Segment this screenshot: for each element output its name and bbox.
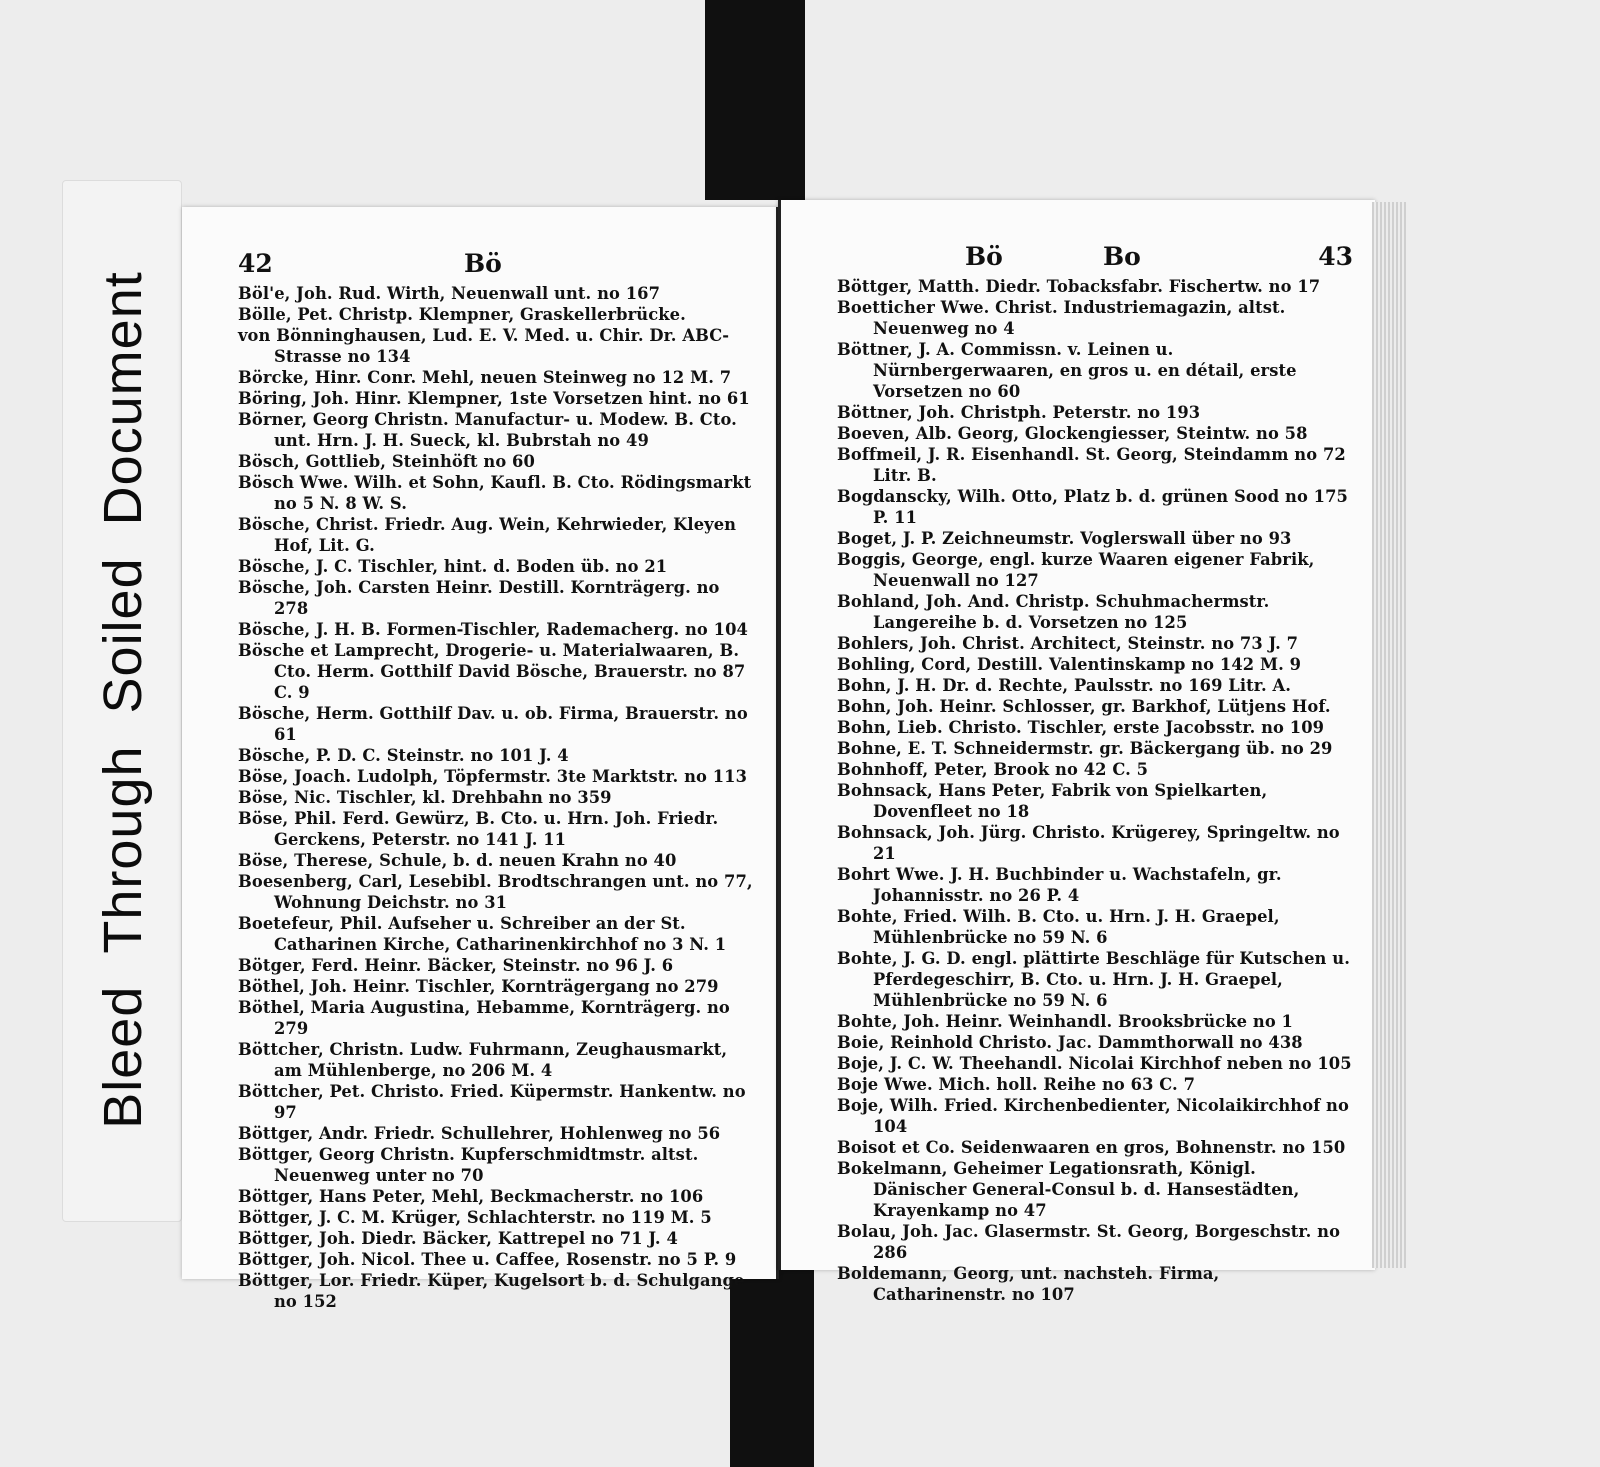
directory-entry: Bohlers, Joh. Christ. Architect, Steinstr. no 73 J. 7 xyxy=(837,634,1299,653)
directory-entry: Bösche, J. C. Tischler, hint. d. Boden üb. no 21 xyxy=(238,557,668,576)
directory-entry: Boesenberg, Carl, Lesebibl. Brodtschrangen unt. no 77, Wohnung Deichstr. no 31 xyxy=(238,872,753,912)
label-word-soiled: Soiled xyxy=(93,557,153,714)
directory-entry: Böring, Joh. Hinr. Klempner, 1ste Vorsetzen hint. no 61 xyxy=(238,389,750,408)
directory-entry: Bösche, J. H. B. Formen-Tischler, Rademacherg. no 104 xyxy=(238,620,748,639)
directory-entry: Bösche, Herm. Gotthilf Dav. u. ob. Firma, Brauerstr. no 61 xyxy=(238,704,748,744)
directory-entry: Böttcher, Christn. Ludw. Fuhrmann, Zeughausmarkt, am Mühlenberge, no 206 M. 4 xyxy=(238,1040,728,1080)
directory-entry: Böthel, Joh. Heinr. Tischler, Kornträgergang no 279 xyxy=(238,977,719,996)
directory-entry: Boffmeil, J. R. Eisenhandl. St. Georg, Steindamm no 72 Litr. B. xyxy=(837,445,1346,485)
directory-entry: Böttner, Joh. Christph. Peterstr. no 193 xyxy=(837,403,1201,422)
left-page-number: 42 xyxy=(238,249,273,278)
directory-entry: Bohn, Lieb. Christo. Tischler, erste Jacobsstr. no 109 xyxy=(837,718,1325,737)
directory-entry: Bölle, Pet. Christp. Klempner, Graskellerbrücke. xyxy=(238,305,686,324)
directory-entry: Boetticher Wwe. Christ. Industriemagazin, altst. Neuenweg no 4 xyxy=(837,298,1286,338)
directory-entry: Bösche, Christ. Friedr. Aug. Wein, Kehrwieder, Kleyen Hof, Lit. G. xyxy=(238,515,737,555)
directory-entry: Bösche, P. D. C. Steinstr. no 101 J. 4 xyxy=(238,746,569,765)
directory-entry: Böttcher, Pet. Christo. Fried. Küpermstr. Hankentw. no 97 xyxy=(238,1082,746,1122)
directory-entry: Boje Wwe. Mich. holl. Reihe no 63 C. 7 xyxy=(837,1075,1195,1094)
right-page xyxy=(778,200,1375,1304)
document-condition-label xyxy=(92,255,154,1145)
right-entry-list xyxy=(837,276,1355,1305)
directory-entry: Böthel, Maria Augustina, Hebamme, Kornträgerg. no 279 xyxy=(238,998,730,1038)
page-block-edge xyxy=(1372,202,1406,1268)
directory-entry: Bösche et Lamprecht, Drogerie- u. Materialwaaren, B. Cto. Herm. Gotthilf David Bösche, Brauerstr. no 87 C. 9 xyxy=(238,641,746,702)
directory-entry: Bolau, Joh. Jac. Glasermstr. St. Georg, Borgeschstr. no 286 xyxy=(837,1222,1341,1262)
directory-entry: Bösch Wwe. Wilh. et Sohn, Kaufl. B. Cto. Rödingsmarkt no 5 N. 8 W. S. xyxy=(238,473,752,513)
directory-entry: Bösch, Gottlieb, Steinhöft no 60 xyxy=(238,452,535,471)
directory-entry: Bohn, Joh. Heinr. Schlosser, gr. Barkhof, Lütjens Hof. xyxy=(837,697,1331,716)
directory-entry: Bohte, J. G. D. engl. plättirte Beschläge für Kutschen u. Pferdegeschirr, B. Cto. u. Hrn. J. H. Graepel, Mühlenbrücke no 59 N. 6 xyxy=(837,949,1350,1010)
directory-entry: Böttger, Lor. Friedr. Küper, Kugelsort b. d. Schulgange no 152 xyxy=(238,1271,745,1311)
directory-entry: Bohne, E. T. Schneidermstr. gr. Bäckergang üb. no 29 xyxy=(837,739,1333,758)
directory-entry: von Bönninghausen, Lud. E. V. Med. u. Chir. Dr. ABC-Strasse no 134 xyxy=(238,326,730,366)
right-running-head-right: Bo xyxy=(1103,242,1141,271)
directory-entry: Böse, Phil. Ferd. Gewürz, B. Cto. u. Hrn. Joh. Friedr. Gerckens, Peterstr. no 141 J. 11 xyxy=(238,809,719,849)
directory-entry: Boisot et Co. Seidenwaaren en gros, Bohnenstr. no 150 xyxy=(837,1138,1346,1157)
directory-entry: Börcke, Hinr. Conr. Mehl, neuen Steinweg no 12 M. 7 xyxy=(238,368,732,387)
left-page xyxy=(182,207,779,1311)
directory-entry: Böttger, Joh. Nicol. Thee u. Caffee, Rosenstr. no 5 P. 9 xyxy=(238,1250,737,1269)
directory-entry: Boeven, Alb. Georg, Glockengiesser, Steintw. no 58 xyxy=(837,424,1308,443)
directory-entry: Bötger, Ferd. Heinr. Bäcker, Steinstr. no 96 J. 6 xyxy=(238,956,674,975)
directory-entry: Böttger, Andr. Friedr. Schullehrer, Hohlenweg no 56 xyxy=(238,1124,721,1143)
label-word-document: Document xyxy=(93,271,153,526)
directory-entry: Böttger, J. C. M. Krüger, Schlachterstr. no 119 M. 5 xyxy=(238,1208,712,1227)
directory-entry: Boje, Wilh. Fried. Kirchenbedienter, Nicolaikirchhof no 104 xyxy=(837,1096,1349,1136)
directory-entry: Bohnsack, Hans Peter, Fabrik von Spielkarten, Dovenfleet no 18 xyxy=(837,781,1268,821)
left-entry-list xyxy=(238,283,756,1312)
directory-entry: Böse, Joach. Ludolph, Töpfermstr. 3te Marktstr. no 113 xyxy=(238,767,748,786)
right-page-header xyxy=(837,242,1353,278)
directory-entry: Bohnsack, Joh. Jürg. Christo. Krügerey, Springeltw. no 21 xyxy=(837,823,1340,863)
label-word-through: Through xyxy=(93,745,153,954)
directory-entry: Böse, Therese, Schule, b. d. neuen Krahn no 40 xyxy=(238,851,677,870)
left-page-header xyxy=(238,249,754,285)
right-page-number: 43 xyxy=(1318,242,1353,271)
directory-entry: Boie, Reinhold Christo. Jac. Dammthorwall no 438 xyxy=(837,1033,1303,1052)
directory-entry: Bohling, Cord, Destill. Valentinskamp no 142 M. 9 xyxy=(837,655,1302,674)
directory-entry: Bohn, J. H. Dr. d. Rechte, Paulsstr. no 169 Litr. A. xyxy=(837,676,1291,695)
directory-entry: Böl'e, Joh. Rud. Wirth, Neuenwall unt. no 167 xyxy=(238,284,661,303)
book-spine-top xyxy=(705,0,805,200)
label-word-bleed: Bleed xyxy=(93,985,153,1129)
directory-entry: Bohrt Wwe. J. H. Buchbinder u. Wachstafeln, gr. Johannisstr. no 26 P. 4 xyxy=(837,865,1282,905)
directory-entry: Bohte, Fried. Wilh. B. Cto. u. Hrn. J. H. Graepel, Mühlenbrücke no 59 N. 6 xyxy=(837,907,1280,947)
directory-entry: Börner, Georg Christn. Manufactur- u. Modew. B. Cto. unt. Hrn. J. H. Sueck, kl. Bubrstah no 49 xyxy=(238,410,737,450)
directory-entry: Böttner, J. A. Commissn. v. Leinen u. Nürnbergerwaaren, en gros u. en détail, erste Vorsetzen no 60 xyxy=(837,340,1297,401)
directory-entry: Bohland, Joh. And. Christp. Schuhmachermstr. Langereihe b. d. Vorsetzen no 125 xyxy=(837,592,1270,632)
directory-entry: Böttger, Joh. Diedr. Bäcker, Kattrepel no 71 J. 4 xyxy=(238,1229,678,1248)
directory-entry: Bohnhoff, Peter, Brook no 42 C. 5 xyxy=(837,760,1149,779)
directory-entry: Böttger, Hans Peter, Mehl, Beckmacherstr. no 106 xyxy=(238,1187,704,1206)
directory-entry: Boje, J. C. W. Theehandl. Nicolai Kirchhof neben no 105 xyxy=(837,1054,1352,1073)
directory-entry: Boldemann, Georg, unt. nachsteh. Firma, Catharinenstr. no 107 xyxy=(837,1264,1220,1304)
directory-entry: Bokelmann, Geheimer Legationsrath, Königl. Dänischer General-Consul b. d. Hansestädten, Krayenkamp no 47 xyxy=(837,1159,1300,1220)
directory-entry: Boggis, George, engl. kurze Waaren eigener Fabrik, Neuenwall no 127 xyxy=(837,550,1315,590)
left-running-head: Bö xyxy=(464,249,502,278)
directory-entry: Böttger, Georg Christn. Kupferschmidtmstr. altst. Neuenweg unter no 70 xyxy=(238,1145,699,1185)
directory-entry: Bogdanscky, Wilh. Otto, Platz b. d. grünen Sood no 175 P. 11 xyxy=(837,487,1348,527)
directory-entry: Böttger, Matth. Diedr. Tobacksfabr. Fischertw. no 17 xyxy=(837,277,1321,296)
directory-entry: Böse, Nic. Tischler, kl. Drehbahn no 359 xyxy=(238,788,612,807)
right-running-head-left: Bö xyxy=(965,242,1003,271)
directory-entry: Bohte, Joh. Heinr. Weinhandl. Brooksbrücke no 1 xyxy=(837,1012,1293,1031)
directory-entry: Boget, J. P. Zeichneumstr. Voglerswall über no 93 xyxy=(837,529,1292,548)
directory-entry: Boetefeur, Phil. Aufseher u. Schreiber an der St. Catharinen Kirche, Catharinenkirchhof no 3 N. 1 xyxy=(238,914,727,954)
directory-entry: Bösche, Joh. Carsten Heinr. Destill. Kornträgerg. no 278 xyxy=(238,578,720,618)
